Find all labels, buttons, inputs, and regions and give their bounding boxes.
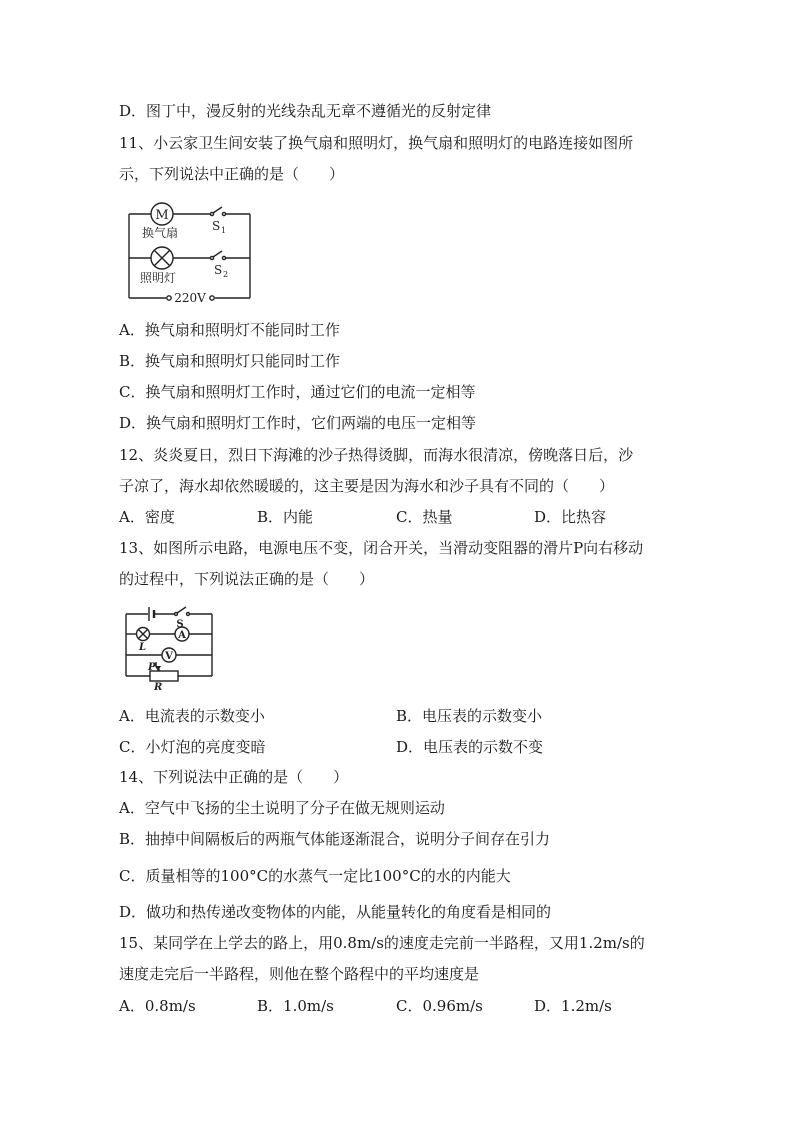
q12-option-c: C．热量 [396,508,453,526]
q14-option-c: C．质量相等的100°C的水蒸气一定比100°C的水的内能大 [119,867,511,885]
fan-label: 换气扇 [142,226,179,240]
q14-option-d: D．做功和热传递改变物体的内能，从能量转化的角度看是相同的 [119,903,552,921]
q14-option-b: B．抽掉中间隔板后的两瓶气体能逐渐混合，说明分子间存在引力 [119,830,551,848]
q13-option-c: C．小灯泡的亮度变暗 [119,738,266,756]
q13-circuit-diagram [120,600,220,692]
voltmeter-symbol: V [165,651,173,662]
rheostat-r-label: R [154,682,163,692]
q11-option-c: C．换气扇和照明灯工作时，通过它们的电流一定相等 [119,383,476,401]
q13-switch-label: S [176,619,184,630]
q13-option-b: B．电压表的示数变小 [396,707,543,725]
q15-option-d: D．1.2m/s [534,997,612,1015]
q11-option-a: A．换气扇和照明灯不能同时工作 [119,321,340,339]
q14-option-a: A．空气中飞扬的尘土说明了分子在做无规则运动 [119,799,445,817]
switch-s1-label: S [212,219,221,233]
q10-option-d: D．图丁中，漫反射的光线杂乱无章不遵循光的反射定律 [119,102,492,120]
q13-option-d: D．电压表的示数不变 [396,738,544,756]
power-source-label: 220V [174,291,206,305]
q13-stem-line-1: 13、如图所示电路，电源电压不变，闭合开关，当滑动变阻器的滑片P向右移动 [119,539,644,557]
ammeter-symbol: A [178,630,186,641]
q12-stem-line-2: 子凉了，海水却依然暖暖的，这主要是因为海水和沙子具有不同的（ ） [119,477,615,495]
q14-stem: 14、下列说法中正确的是（ ） [119,768,349,786]
q11-option-d: D．换气扇和照明灯工作时，它们两端的电压一定相等 [119,414,477,432]
switch-s2-subscript: 2 [223,270,229,279]
lamp-label: 照明灯 [140,271,177,285]
q15-option-c: C．0.96m/s [396,997,483,1015]
q12-stem-line-1: 12、炎炎夏日，烈日下海滩的沙子热得烫脚，而海水很清凉，傍晚落日后，沙 [119,446,634,464]
q11-option-b: B．换气扇和照明灯只能同时工作 [119,352,341,370]
switch-s1-subscript: 1 [221,226,227,235]
q13-stem-line-2: 的过程中，下列说法正确的是（ ） [119,570,375,588]
q12-option-a: A．密度 [119,508,175,526]
q15-stem-line-1: 15、某同学在上学去的路上，用0.8m/s的速度走完前一半路程，又用1.2m/s的 [119,934,645,952]
q11-stem-line-2: 示，下列说法中正确的是（ ） [119,165,345,183]
q11-stem-line-1: 11、小云家卫生间安装了换气扇和照明灯，换气扇和照明灯的电路连接如图所 [119,134,634,152]
q12-option-d: D．比热容 [534,508,607,526]
lamp-l-label: L [139,642,147,653]
motor-symbol: M [155,208,169,223]
q11-circuit-diagram [120,200,260,310]
q15-option-b: B．1.0m/s [257,997,334,1015]
q13-option-a: A．电流表的示数变小 [119,707,265,725]
q15-option-a: A．0.8m/s [119,997,196,1015]
slider-p-label: P [148,662,156,673]
q12-option-b: B．内能 [257,508,314,526]
switch-s2-label: S [214,263,223,277]
q15-stem-line-2: 速度走完后一半路程，则他在整个路程中的平均速度是 [119,965,480,983]
